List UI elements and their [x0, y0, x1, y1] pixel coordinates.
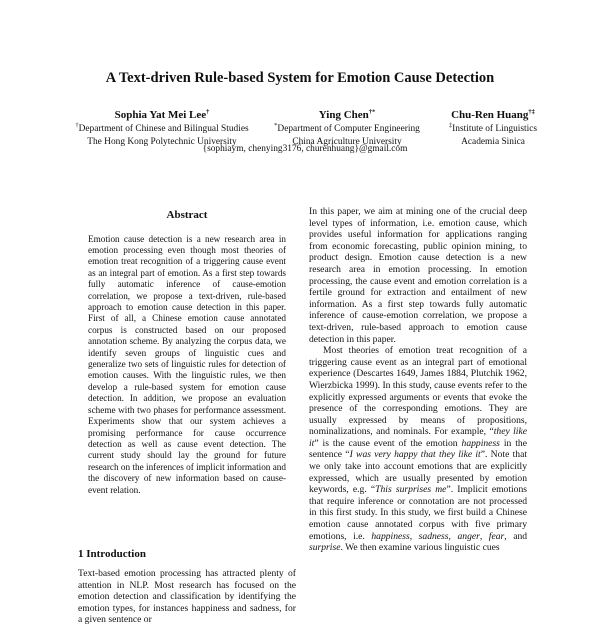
author-department: Department of Chinese and Bilingual Studies [78, 124, 249, 134]
text-run: , [479, 530, 489, 542]
emotion-term: anger [457, 530, 480, 542]
emotion-term: fear [488, 530, 505, 542]
author-mark: †‡ [528, 108, 535, 116]
author-name: Chu-Ren Huang [451, 109, 529, 121]
author-mark: †* [368, 108, 376, 116]
example-sentence: This surprises me [375, 484, 447, 496]
author-institution: Academia Sinica [461, 136, 525, 147]
author-emails: {sophiaym, chenying3176, churenhuang}@gmail.com [202, 144, 408, 154]
affiliation-mark: † [75, 121, 79, 129]
emotion-term: happiness [461, 437, 500, 449]
text-run: in the sentence “ [309, 437, 527, 461]
text-run: ”. Implicit emotions that require inference or connotation are not processed in this first study. In this study, we first build a Chinese emotion cause annotated corpus with five primary emotions, i.e. [309, 484, 527, 542]
example-phrase: they like it [309, 426, 527, 449]
author-block-3 [418, 108, 568, 148]
section-heading-introduction: 1 Introduction [78, 548, 146, 560]
author-department: Institute of Linguistics [452, 124, 538, 134]
author-institution: The Hong Kong Polytechnic University [87, 136, 237, 147]
right-column [309, 206, 527, 554]
example-sentence: I was very happy that they like it [349, 449, 481, 461]
text-run: , [448, 530, 458, 542]
abstract-text: Emotion cause detection is a new research area in emotion processing even though most theories of emotion treat recognition of a triggering cause event as an integral part of emotion. As a first step towards fully automatic inference of cause-emotion correlation, we propose a text-driven, rule-based approach to emotion cause detection in this paper. First of all, a Chinese emotion cause annotated corpus is constructed based on our proposed annotation scheme. By analyzing the corpus data, we identify seven groups of linguistic cues and generalize two sets of linguistic rules for detection of emotion causes. With the linguistic rules, we then develop a rule-based system for emotion cause detection. In addition, we propose an evaluation scheme with two phases for performance assessment. Experiments show that our system achieves a promising performance for cause occurrence detection as well as cause event detection. The current study should lay the ground for future research on the inferences of implicit information and the discovery of new information based on cause-event relation. [88, 233, 286, 495]
author-name: Ying Chen [318, 109, 369, 121]
text-run: , [409, 530, 419, 542]
text-run: Most theories of emotion treat recognition of a triggering cause event as an integral part of emotional experience (Descartes 1649, James 1884, Plutchik 1962, Wierzbicka 1999). In this study, cause events refer to the explicitly expressed arguments or events that evoke the presence of the corresponding emotions. They are usually expressed by means of propositions, nominalizations, and nominals. For example, “ [309, 345, 527, 438]
author-name: Sophia Yat Mei Lee [114, 109, 207, 121]
author-block-2 [252, 108, 442, 148]
author-department: Department of Computer Engineering [277, 124, 420, 134]
emotion-term: happiness [371, 530, 410, 542]
text-run: ” is the cause event of the emotion [314, 437, 462, 449]
text-run: , and [504, 530, 528, 542]
affiliation-mark: * [274, 121, 278, 129]
emotion-term: surprise [309, 542, 341, 554]
author-institution: China Agriculture University [292, 136, 402, 147]
text-run: ”. Note that we only take into account emotions that are explicitly expressed, which are usually presented by emotion keywords, e.g. “ [309, 449, 527, 496]
emotion-term: sadness [418, 530, 449, 542]
paper-title: A Text-driven Rule-based System for Emotion Cause Detection [105, 70, 495, 86]
body-paragraph-2 [309, 345, 527, 554]
body-paragraph-1: In this paper, we aim at mining one of the crucial deep level types of information, i.e. emotion cause, which provides useful information for applications ranging from economic forecasting, public opinion mining, to product design. Emotion cause detection is a new research area in emotion processing. In emotion processing, the cause event and emotion correlation is a fertile ground for extraction and entailment of new information. As a first step towards fully automatic inference of cause-emotion correlation, we propose a text-driven, rule-based approach to emotion cause detection in this paper. [309, 206, 527, 345]
abstract-heading: Abstract [166, 209, 208, 221]
left-column [78, 210, 296, 496]
author-block-1 [62, 108, 262, 148]
text-run: . We then examine various linguistic cues [340, 542, 500, 554]
introduction-text: Text-based emotion processing has attracted plenty of attention in NLP. Most research has focused on the emotion detection and classification by identifying the emotion types, for instances happiness and sadness, for a given sentence or [78, 568, 296, 626]
author-mark: † [206, 108, 210, 116]
affiliation-mark: ‡ [448, 121, 453, 129]
